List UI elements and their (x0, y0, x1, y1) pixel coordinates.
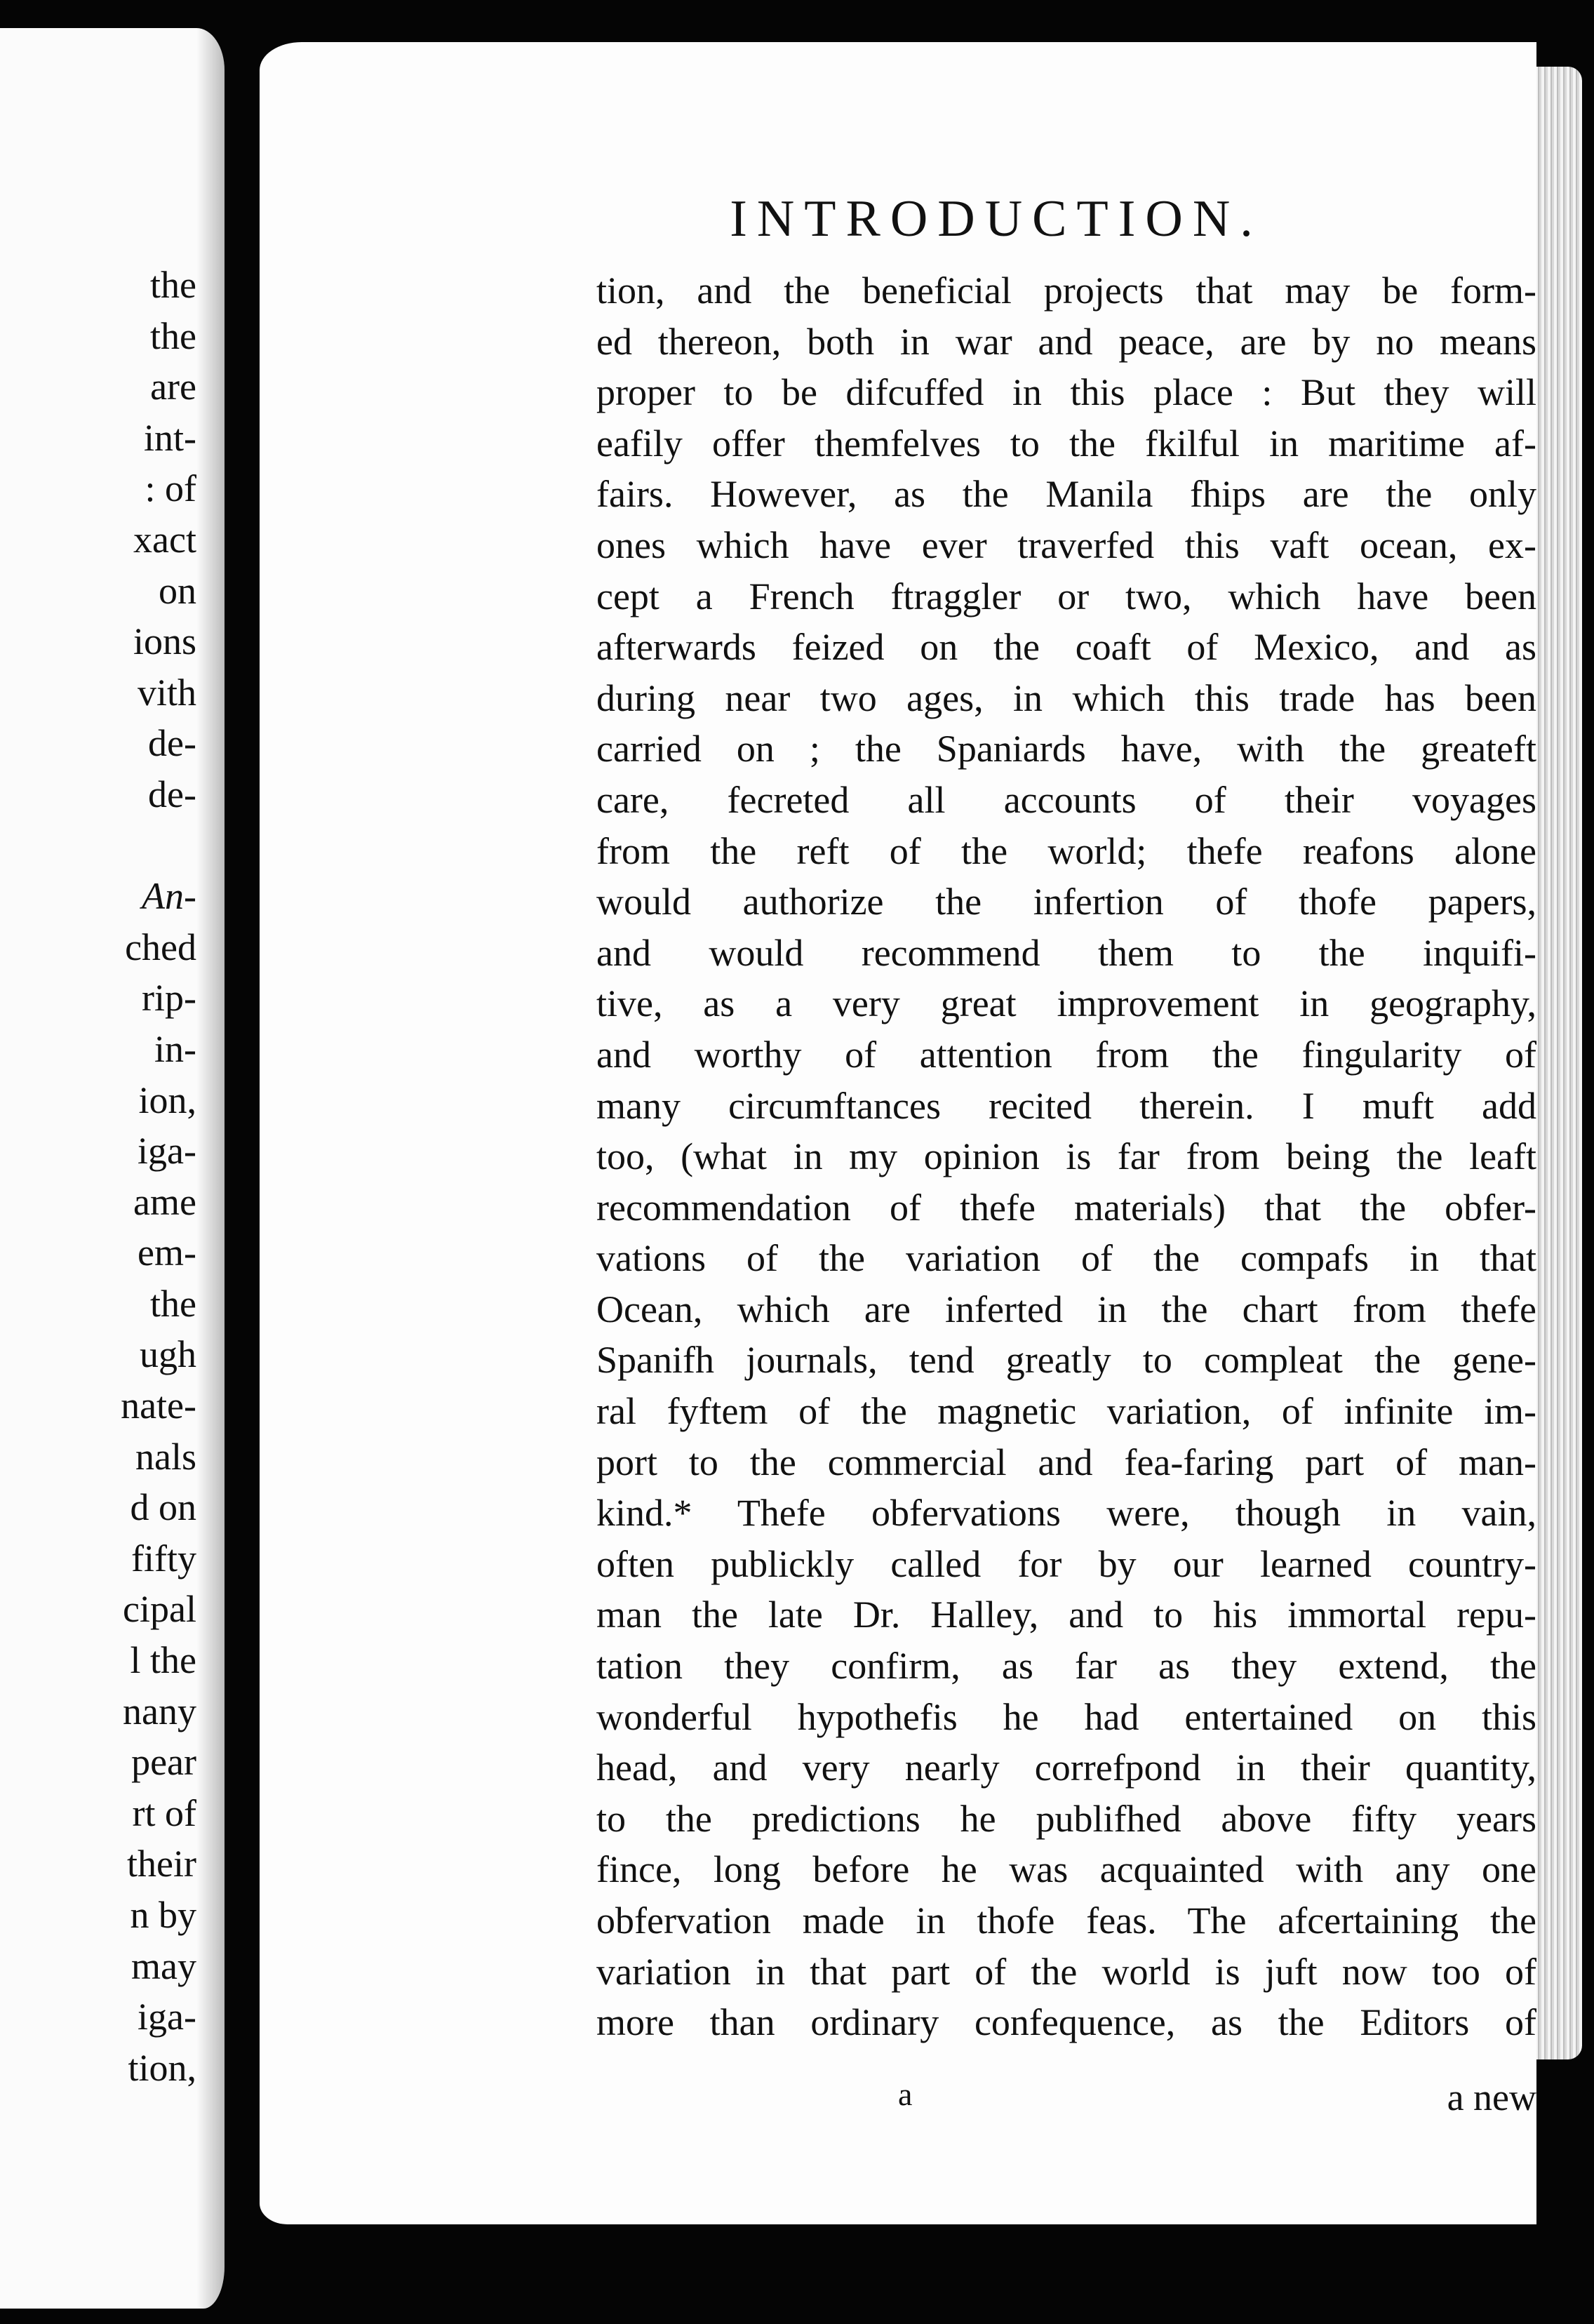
facing-line: : of (145, 467, 196, 510)
text-line: head, and very nearly correfpond in their quantity, (596, 1747, 1536, 1789)
page-fore-edge (1533, 67, 1582, 2059)
facing-line: d on (130, 1486, 196, 1529)
facing-line: the (150, 1282, 196, 1325)
facing-line: their (127, 1843, 196, 1885)
text-line: and would recommend them to the inquifi- (596, 931, 1536, 974)
gutter-shadow (196, 28, 225, 2309)
facing-line: rip- (142, 977, 196, 1020)
text-line: Spanifh journals, tend greatly to compleat the gene- (596, 1339, 1536, 1382)
facing-line: ion, (138, 1078, 196, 1121)
catchword: a new (1447, 2076, 1536, 2118)
text-line: would authorize the infertion of thofe papers, (596, 881, 1536, 923)
text-line: more than ordinary confequence, as the Editors of (596, 2001, 1536, 2044)
text-line: carried on ; the Spaniards have, with the greateft (596, 728, 1536, 770)
text-line: fairs. However, as the Manila fhips are the only (596, 473, 1536, 516)
text-line: port to the commercial and fea-faring part of man- (596, 1441, 1536, 1483)
facing-line: l the (130, 1639, 196, 1682)
facing-line: ugh (140, 1333, 196, 1376)
main-page (260, 42, 1536, 2224)
text-line: obfervation made in thofe feas. The afcertaining the (596, 1899, 1536, 1942)
facing-line: the (150, 314, 196, 357)
text-line: during near two ages, in which this trade has been (596, 676, 1536, 719)
facing-line: on (159, 569, 196, 612)
facing-page-text (121, 260, 196, 2093)
text-line: wonderful hypothefis he had entertained on this (596, 1695, 1536, 1738)
text-line: tive, as a very great improvement in geography, (596, 982, 1536, 1025)
facing-line: are (150, 366, 196, 408)
facing-line: int- (144, 416, 196, 459)
facing-page-left (0, 28, 225, 2309)
facing-line: em- (138, 1231, 196, 1274)
text-line: kind.* Thefe obfervations were, though in vain, (596, 1492, 1536, 1535)
text-line: proper to be difcuffed in this place : But they will (596, 371, 1536, 414)
facing-line: ame (133, 1180, 196, 1223)
text-line: tion, and the beneficial projects that may be form- (596, 269, 1536, 312)
facing-line: de- (148, 773, 196, 815)
text-line: fince, long before he was acquainted with any one (596, 1848, 1536, 1891)
running-head: INTRODUCTION. (730, 190, 1263, 248)
text-line: man the late Dr. Halley, and to his immortal repu- (596, 1594, 1536, 1636)
facing-line: iga- (138, 1996, 196, 2038)
facing-line: nany (123, 1690, 196, 1732)
facing-line: An- (142, 875, 196, 918)
text-line: ed thereon, both in war and peace, are by no means (596, 320, 1536, 363)
facing-line: nate- (121, 1384, 196, 1427)
facing-line: rt of (132, 1791, 196, 1834)
facing-line: xact (133, 518, 196, 561)
body-text (596, 265, 1536, 2048)
facing-line: ched (125, 926, 196, 968)
facing-line: pear (131, 1741, 196, 1784)
facing-line: nals (135, 1435, 196, 1478)
facing-line: tion, (128, 2046, 196, 2089)
text-line: cept a French ftraggler or two, which have been (596, 575, 1536, 617)
facing-line: cipal (123, 1588, 196, 1631)
facing-line: the (150, 264, 196, 306)
facing-line: vith (137, 671, 196, 714)
text-line: from the reft of the world; thefe reafons alone (596, 829, 1536, 872)
text-line: eafily offer themfelves to the fkilful in maritime af- (596, 422, 1536, 465)
signature-mark: a (898, 2076, 913, 2112)
facing-line: n by (130, 1894, 196, 1936)
facing-line: ions (133, 620, 196, 663)
text-line: often publickly called for by our learned country- (596, 1542, 1536, 1585)
text-line: too, (what in my opinion is far from being the leaft (596, 1135, 1536, 1178)
facing-line: in- (154, 1027, 196, 1070)
text-line: ones which have ever traverfed this vaft ocean, ex- (596, 523, 1536, 566)
text-line: many circumftances recited therein. I muft add (596, 1084, 1536, 1127)
text-line: to the predictions he publifhed above fifty years (596, 1797, 1536, 1840)
text-line: afterwards feized on the coaft of Mexico, and as (596, 626, 1536, 669)
text-line: tation they confirm, as far as they extend, the (596, 1645, 1536, 1688)
text-line: Ocean, which are inferted in the chart from thefe (596, 1288, 1536, 1330)
page-footer (596, 2076, 1536, 2126)
text-line: care, fecreted all accounts of their voyages (596, 778, 1536, 821)
text-line: vations of the variation of the compafs in that (596, 1237, 1536, 1280)
text-line: recommendation of thefe materials) that the obfer- (596, 1186, 1536, 1229)
facing-line: may (131, 1944, 196, 1987)
text-line: variation in that part of the world is juft now too of (596, 1950, 1536, 1993)
facing-line: fifty (131, 1537, 196, 1580)
text-line: and worthy of attention from the fingularity of (596, 1033, 1536, 1076)
facing-line (121, 820, 196, 872)
facing-line: de- (148, 722, 196, 765)
facing-line: iga- (138, 1130, 196, 1173)
text-line: ral fyftem of the magnetic variation, of infinite im- (596, 1390, 1536, 1433)
